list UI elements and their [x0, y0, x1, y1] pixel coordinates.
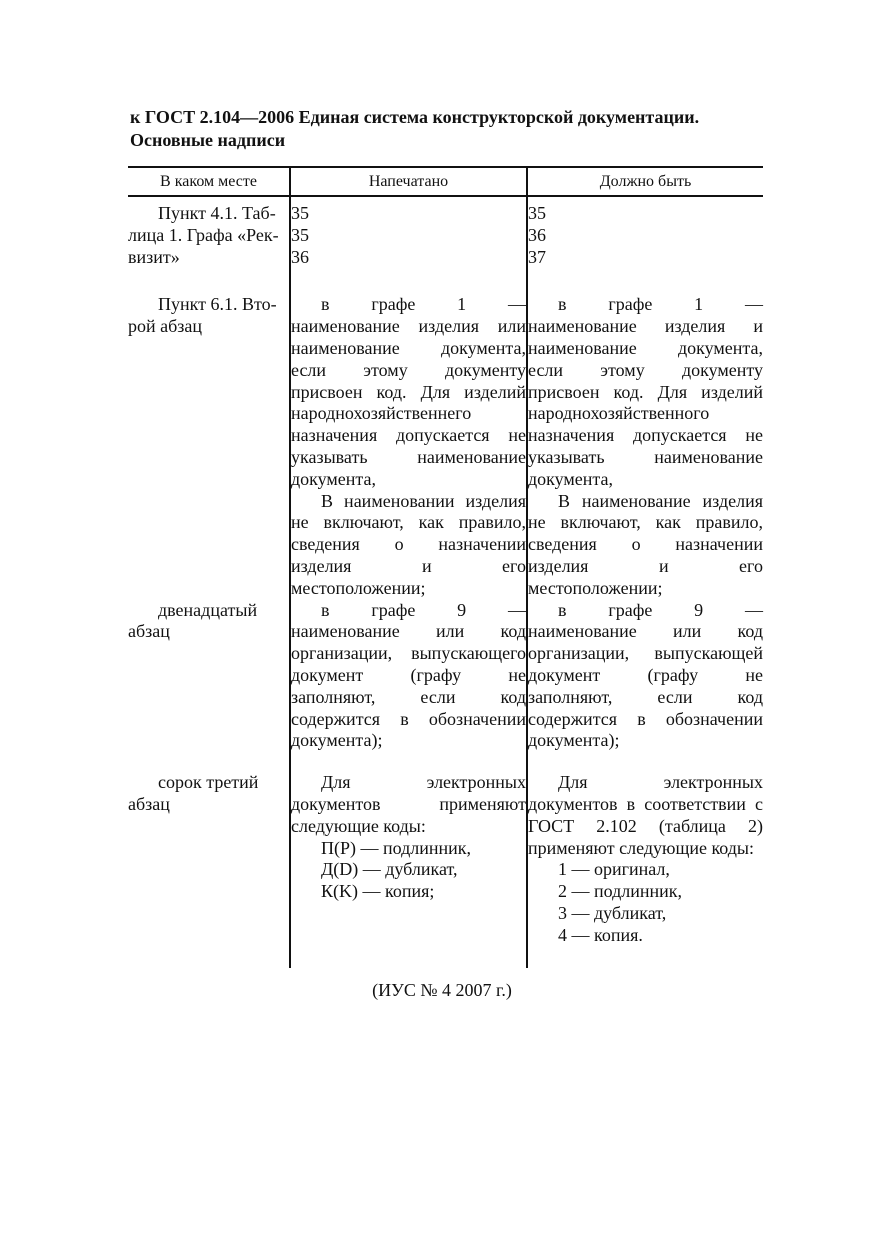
printed-value: 36: [291, 246, 309, 267]
printed-cell: [290, 600, 527, 753]
table-row: [128, 600, 763, 753]
place-line: лица 1. Графа «Рек-: [128, 224, 279, 245]
column-header-printed: Напечатано: [290, 167, 527, 196]
correct-code-line: 3 — дубликат,: [558, 902, 667, 923]
table-header-row: [128, 167, 763, 196]
correct-code-line: 2 — подлинник,: [558, 881, 683, 902]
place-line: визит»: [128, 246, 180, 267]
correct-paragraph: в графе 1 — наименование изделия и наименование документа, если этому документу присвоен код. Для изделий народнохозяйственного назначения допускается не указывать наименование документа,: [528, 294, 763, 489]
printed-code-line: К(K) — копия;: [321, 881, 435, 902]
correct-value: 37: [528, 246, 546, 267]
place-cell: [128, 600, 290, 753]
correct-paragraph: Для электронных документов в соответствии с ГОСТ 2.102 (таблица 2) применяют следующие коды:: [528, 772, 763, 858]
column-header-correct: Должно быть: [527, 167, 763, 196]
place-cell: [128, 196, 290, 268]
place-line: Пункт 4.1. Таб-: [158, 203, 276, 223]
place-line: рой абзац: [128, 316, 203, 337]
printed-code-line: П(Р) — подлинник,: [321, 837, 472, 858]
place-cell: [128, 268, 290, 599]
place-line: абзац: [128, 793, 170, 814]
correct-code-line: 4 — копия.: [558, 924, 643, 945]
page-title: к ГОСТ 2.104—2006 Единая система конструкторской документации. Основные надписи: [130, 107, 700, 150]
printed-paragraph: в графе 1 — наименование изделия или наименование документа, если этому документу присвоен код. Для изделий народнохозяйственнего назначения допускается не указывать наименование документа,: [291, 294, 526, 489]
correct-code-line: 1 — оригинал,: [558, 859, 670, 880]
correct-cell: [527, 600, 763, 753]
printed-code-line: Д(D) — дубликат,: [321, 859, 458, 880]
printed-cell: [290, 196, 527, 268]
printed-paragraph: Для электронных документов применяют следующие коды:: [291, 772, 526, 836]
table-row: [128, 752, 763, 968]
place-line: двенадцатый: [158, 599, 258, 620]
place-line: Пункт 6.1. Вто-: [158, 294, 277, 315]
printed-value: 35: [291, 203, 309, 223]
correct-paragraph: в графе 9 — наименование или код организации, выпускающей документ (графу не заполняют, если код содержится в обозначении документа);: [528, 599, 763, 751]
correct-paragraph: В наименование изделия не включают, как правило, сведения о назначении изделия и его местоположении;: [528, 490, 763, 598]
table-row: [128, 268, 763, 599]
correct-cell: [527, 752, 763, 968]
printed-paragraph: В наименовании изделия не включают, как правило, сведения о назначении изделия и его местоположении;: [291, 490, 526, 598]
column-header-place: В каком месте: [128, 167, 290, 196]
table-row: [128, 196, 763, 268]
correct-value: 35: [528, 203, 546, 223]
correct-value: 36: [528, 224, 546, 245]
place-line: сорок третий: [158, 772, 259, 793]
place-cell: [128, 752, 290, 968]
printed-paragraph: в графе 9 — наименование или код организации, выпускающего документ (графу не заполняют, если код содержится в обозначении документа);: [291, 599, 526, 751]
errata-table: [128, 166, 763, 968]
printed-cell: [290, 268, 527, 599]
printed-value: 35: [291, 224, 309, 245]
printed-cell: [290, 752, 527, 968]
correct-cell: [527, 196, 763, 268]
place-line: абзац: [128, 621, 170, 642]
correct-cell: [527, 268, 763, 599]
imprint-note: (ИУС № 4 2007 г.): [372, 980, 512, 1000]
